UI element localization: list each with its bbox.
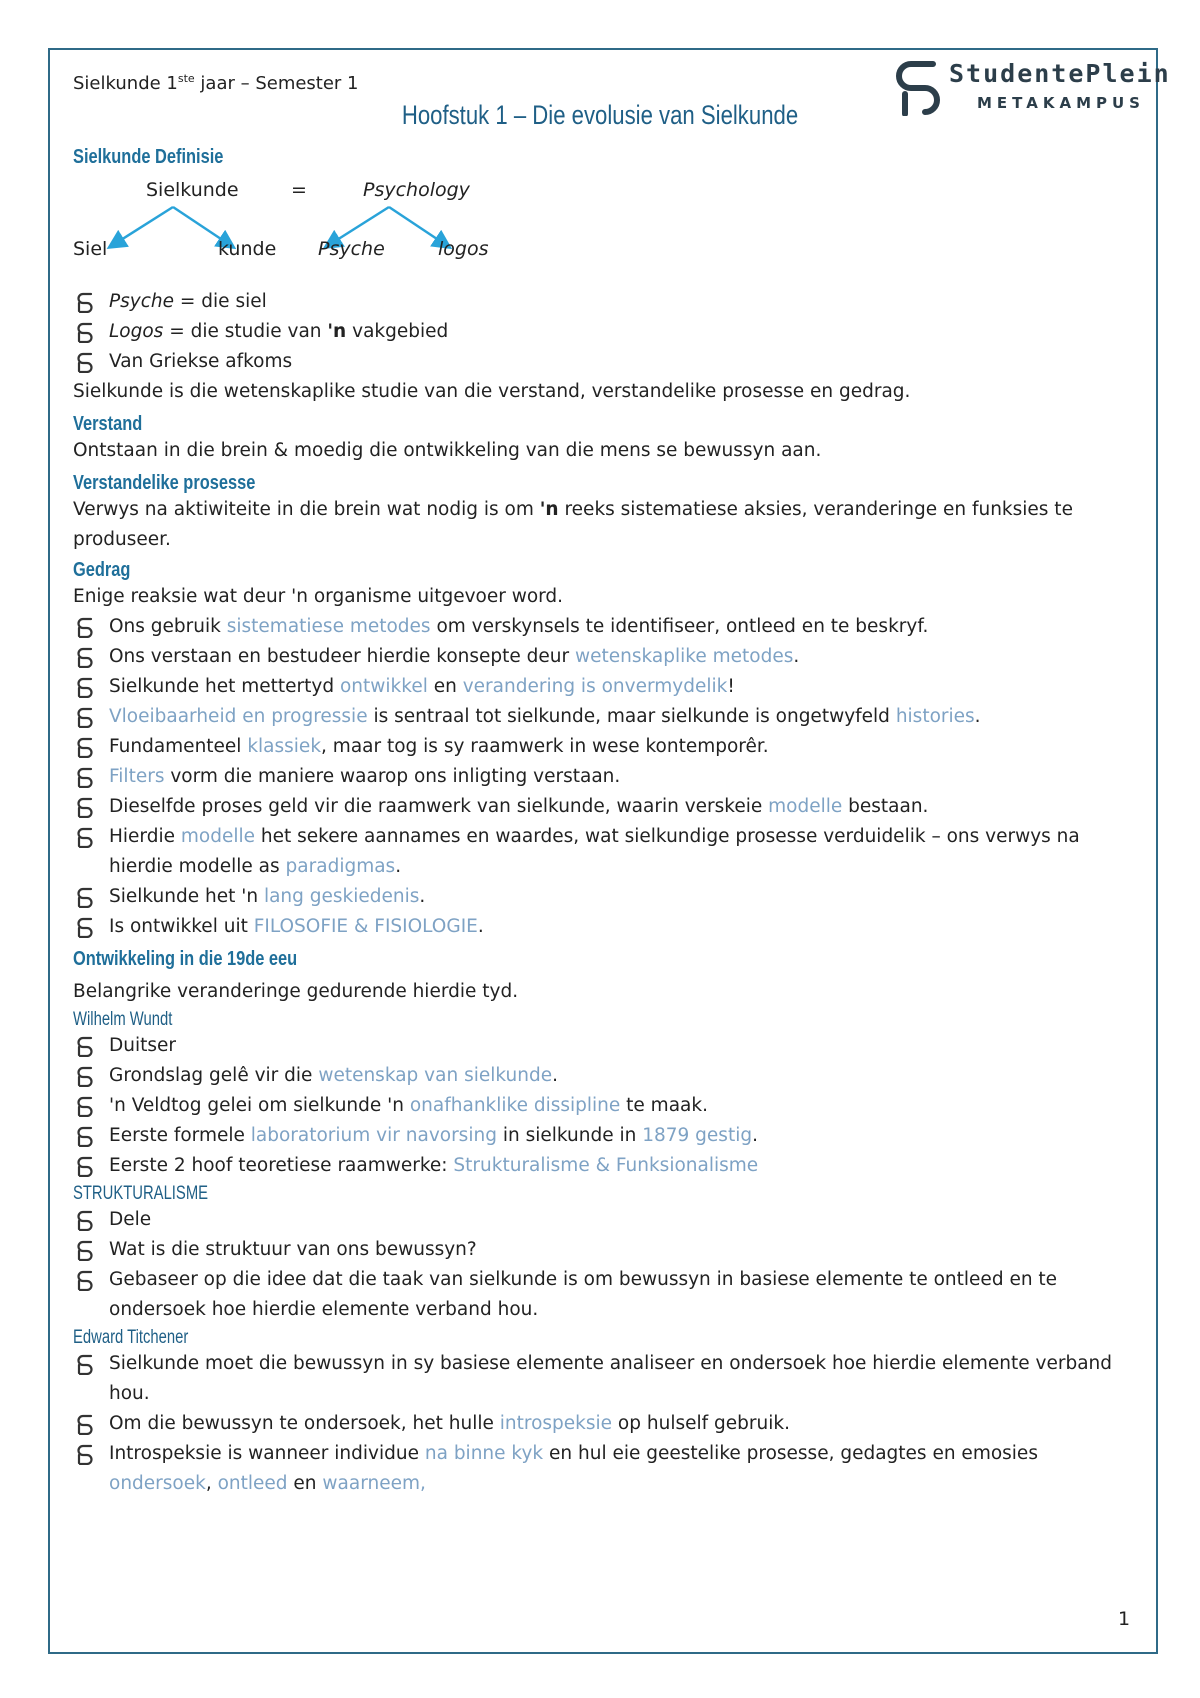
list-item: Grondslag gelê vir die wetenskap van sielkunde. — [73, 1061, 1133, 1091]
course-sup: ste — [177, 72, 195, 85]
heading-titchener: Edward Titchener — [73, 1327, 189, 1348]
gedrag-bullets — [73, 612, 1133, 942]
list-item: Ons verstaan en bestudeer hierdie konsepte deur wetenskaplike metodes. — [73, 642, 1133, 672]
list-item: Hierdie modelle het sekere aannames en waardes, wat sielkundige prosesse verduidelik – ons verwys na hierdie modelle as paradigmas. — [73, 822, 1133, 882]
list-item: Dieselfde proses geld vir die raamwerk van sielkunde, waarin verskeie modelle bestaan. — [73, 792, 1133, 822]
s-bullet-icon — [75, 886, 95, 908]
titchener-bullets — [73, 1349, 1133, 1499]
list-item: Gebaseer op die idee dat die taak van sielkunde is om bewussyn in basiese elemente te ontleed en te ondersoek hoe hierdie elemente verband hou. — [73, 1265, 1133, 1325]
logo-subtitle: METAKAMPUS — [977, 94, 1145, 112]
list-item: Sielkunde het 'n lang geskiedenis. — [73, 882, 1133, 912]
page-number: 1 — [1118, 1608, 1131, 1630]
heading-prosesse: Verstandelike prosesse — [73, 472, 256, 494]
s-bullet-icon — [75, 676, 95, 698]
heading-verstand: Verstand — [73, 413, 143, 435]
list-item: Filters vorm die maniere waarop ons inligting verstaan. — [73, 762, 1133, 792]
logo-name: StudentePlein — [949, 59, 1171, 88]
s-bullet-icon — [75, 291, 95, 313]
heading-19de-eeu: Ontwikkeling in die 19de eeu — [73, 948, 298, 970]
verstand-text: Ontstaan in die brein & moedig die ontwikkeling van die mens se bewussyn aan. — [73, 440, 822, 461]
wundt-bullets — [73, 1031, 1133, 1181]
etymology-diagram — [73, 169, 1133, 275]
root-psychology: Psychology — [363, 179, 470, 201]
s-bullet-icon — [75, 826, 95, 848]
s-bullet-icon — [75, 1413, 95, 1435]
arrow-siel — [113, 207, 173, 245]
course-rest: jaar – Semester 1 — [194, 73, 359, 94]
list-item: Sielkunde het mettertyd ontwikkel en verandering is onvermydelik! — [73, 672, 1133, 702]
heading-definisie: Sielkunde Definisie — [73, 146, 224, 168]
definition-summary: Sielkunde is die wetenskaplike studie van die verstand, verstandelike prosesse en gedrag. — [73, 381, 911, 402]
heading-strukturalisme: STRUKTURALISME — [73, 1183, 209, 1204]
s-bullet-icon — [75, 1209, 95, 1231]
list-item: Fundamenteel klassiek, maar tog is sy raamwerk in wese kontemporêr. — [73, 732, 1133, 762]
part-logos: logos — [438, 238, 489, 260]
root-sielkunde: Sielkunde — [146, 179, 239, 201]
course-name: Sielkunde 1 — [73, 73, 178, 94]
list-item: Wat is die struktuur van ons bewussyn? — [73, 1235, 1133, 1265]
list-item: Vloeibaarheid en progressie is sentraal tot sielkunde, maar sielkunde is ongetwyfeld histories. — [73, 702, 1133, 732]
s-bullet-icon — [75, 1269, 95, 1291]
document-body — [73, 146, 1133, 1499]
prosesse-text: Verwys na aktiwiteite in die brein wat nodig is om 'n reeks sistematiese aksies, veranderinge en funksies te produseer. — [73, 499, 1073, 550]
list-item: Dele — [73, 1205, 1133, 1235]
list-item: Sielkunde moet die bewussyn in sy basiese elemente analiseer en ondersoek hoe hierdie elemente verband hou. — [73, 1349, 1133, 1409]
list-item: 'n Veldtog gelei om sielkunde 'n onafhanklike dissipline te maak. — [73, 1091, 1133, 1121]
heading-wundt: Wilhelm Wundt — [73, 1009, 173, 1030]
s-bullet-icon — [75, 796, 95, 818]
s-bullet-icon — [75, 1125, 95, 1147]
s-bullet-icon — [75, 916, 95, 938]
s-bullet-icon — [75, 736, 95, 758]
list-item: Eerste formele laboratorium vir navorsing in sielkunde in 1879 gestig. — [73, 1121, 1133, 1151]
s-bullet-icon — [75, 616, 95, 638]
s-bullet-icon — [75, 766, 95, 788]
list-item: Logos = die studie van 'n vakgebied — [73, 317, 1133, 347]
list-item: Duitser — [73, 1031, 1133, 1061]
s-bullet-icon — [75, 706, 95, 728]
s-bullet-icon — [75, 1353, 95, 1375]
list-item: Psyche = die siel — [73, 287, 1133, 317]
19de-intro: Belangrike veranderinge gedurende hierdie tyd. — [73, 981, 519, 1002]
list-item: Eerste 2 hoof teoretiese raamwerke: Strukturalisme & Funksionalisme — [73, 1151, 1133, 1181]
s-bullet-icon — [75, 1095, 95, 1117]
equals-sign: = — [291, 179, 307, 201]
s-bullet-icon — [75, 1443, 95, 1465]
part-psyche: Psyche — [318, 238, 385, 260]
s-bullet-icon — [75, 1035, 95, 1057]
s-bullet-icon — [75, 646, 95, 668]
definition-bullets — [73, 287, 1133, 377]
list-item: Is ontwikkel uit FILOSOFIE & FISIOLOGIE. — [73, 912, 1133, 942]
part-kunde: kunde — [218, 238, 277, 260]
s-bullet-icon — [75, 1239, 95, 1261]
part-siel: Siel — [73, 238, 108, 260]
running-header — [73, 72, 359, 94]
s-bullet-icon — [75, 321, 95, 343]
strukturalisme-bullets — [73, 1205, 1133, 1325]
list-item: Van Griekse afkoms — [73, 347, 1133, 377]
s-bullet-icon — [75, 1065, 95, 1087]
s-bullet-icon — [75, 351, 95, 373]
gedrag-intro: Enige reaksie wat deur 'n organisme uitgevoer word. — [73, 586, 564, 607]
heading-gedrag: Gedrag — [73, 559, 131, 581]
list-item: Ons gebruik sistematiese metodes om verskynsels te identifiseer, ontleed en te beskryf. — [73, 612, 1133, 642]
s-bullet-icon — [75, 1155, 95, 1177]
list-item: Om die bewussyn te ondersoek, het hulle introspeksie op hulself gebruik. — [73, 1409, 1133, 1439]
list-item: Introspeksie is wanneer individue na binne kyk en hul eie geestelike prosesse, gedagtes en emosies ondersoek, ontleed en waarneem, — [73, 1439, 1133, 1499]
chapter-title: Hoofstuk 1 – Die evolusie van Sielkunde — [401, 100, 799, 130]
